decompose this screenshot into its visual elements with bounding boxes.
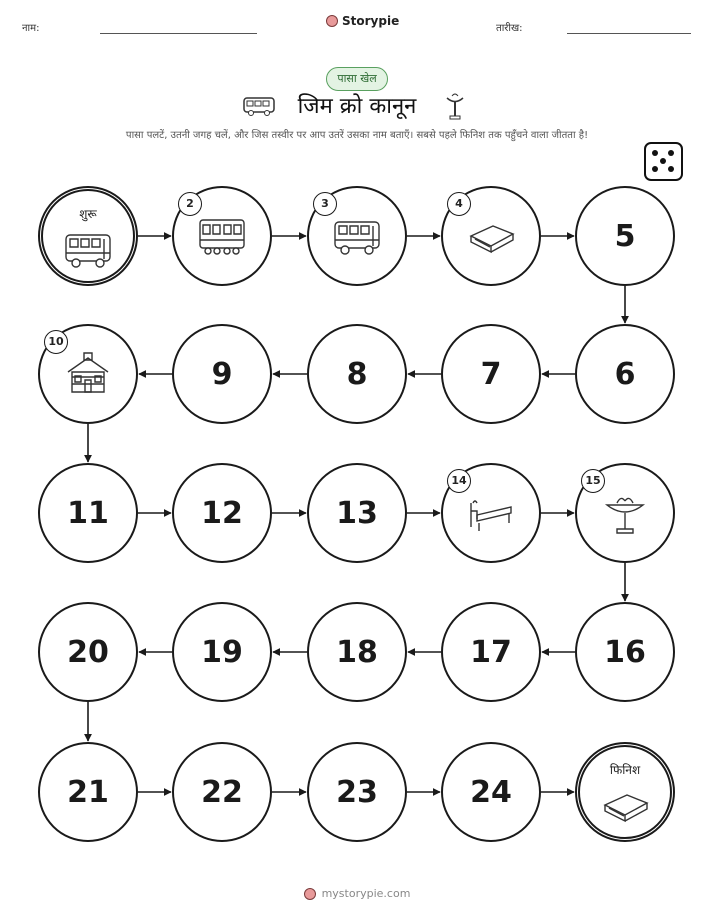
bus-icon [329,212,385,260]
space-number: 13 [336,495,378,531]
space-number-badge: 14 [447,469,471,493]
space-number: 5 [614,218,636,254]
footer [0,887,714,900]
space-number: 6 [614,356,636,392]
game-type-badge: पासा खेल [326,67,388,91]
date-label: तारीख: [496,23,523,34]
book-icon [597,781,653,829]
start-label: शुरू [79,207,97,221]
storypie-mascot-icon [326,15,338,27]
start-space [38,186,138,286]
board-space [575,324,675,424]
board-space [172,186,272,286]
bus-icon [60,225,116,273]
water-fountain-icon [597,489,653,537]
space-number: 23 [336,774,378,810]
board-space [307,186,407,286]
brand-name: Storypie [342,14,400,28]
space-number: 16 [604,634,646,670]
storypie-mascot-icon [304,888,316,900]
space-number-badge: 4 [447,192,471,216]
board-space [575,602,675,702]
board-space [575,463,675,563]
board-space [38,324,138,424]
space-number-badge: 15 [581,469,605,493]
board-space [172,463,272,563]
space-number-badge: 2 [178,192,202,216]
train-icon [194,212,250,260]
space-number: 19 [201,634,243,670]
bed-icon [463,489,519,537]
name-label: नाम: [22,23,40,34]
board-space [172,602,272,702]
space-number-badge: 3 [313,192,337,216]
space-number: 17 [470,634,512,670]
board-space [441,742,541,842]
board-space [307,742,407,842]
board-space [172,324,272,424]
space-number: 8 [346,356,368,392]
dice-five-icon [644,142,683,181]
date-line[interactable] [567,33,691,34]
footer-url[interactable]: mystorypie.com [321,887,411,900]
space-number: 18 [336,634,378,670]
book-icon [463,212,519,260]
board-space [307,463,407,563]
brand-logo [326,14,399,28]
board-space [172,742,272,842]
board-space [307,324,407,424]
board-space [441,602,541,702]
finish-space [575,742,675,842]
board-space [441,463,541,563]
title-fountain-icon [444,92,466,122]
board-space [38,602,138,702]
space-number: 20 [67,634,109,670]
space-number-badge: 10 [44,330,68,354]
space-number: 9 [211,356,233,392]
instructions: पासा पलटें, उतनी जगह चलें, और जिस तस्वीर पर आप उतरें उसका नाम बताएँ। सबसे पहले फिनिश तक पहुँचने वाला जीतता है! [125,130,589,141]
space-number: 21 [67,774,109,810]
space-number: 22 [201,774,243,810]
board-space [307,602,407,702]
board-space [38,742,138,842]
name-line[interactable] [100,33,257,34]
page-title: जिम क्रो कानून [297,94,417,119]
schoolhouse-icon [60,350,116,398]
space-number: 7 [480,356,502,392]
finish-label: फिनिश [609,763,641,777]
space-number: 24 [470,774,512,810]
board-space [441,186,541,286]
board-space [575,186,675,286]
space-number: 12 [201,495,243,531]
space-number: 11 [67,495,109,531]
board-space [38,463,138,563]
board-space [441,324,541,424]
